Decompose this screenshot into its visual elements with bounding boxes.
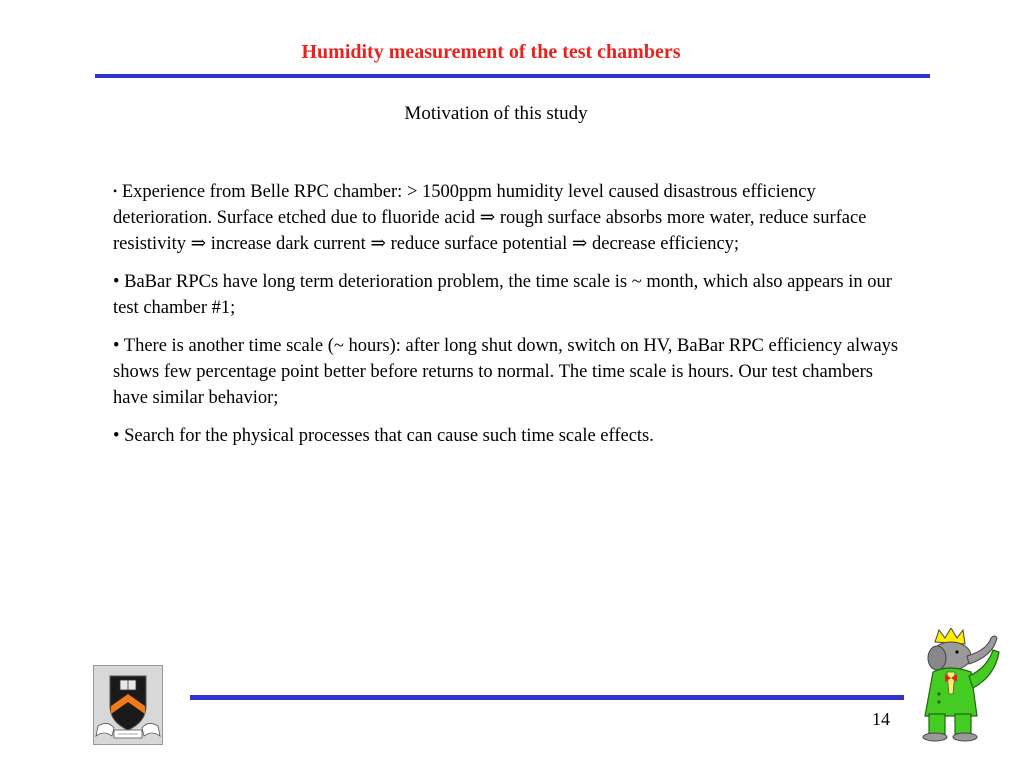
bullet-list	[113, 178, 908, 461]
bullet-item	[113, 178, 908, 257]
bullet-text: Search for the physical processes that can cause such time scale effects.	[124, 426, 654, 446]
babar-elephant-icon	[905, 628, 1023, 746]
princeton-crest-icon	[93, 665, 163, 745]
slide-subtitle: Motivation of this study	[404, 103, 588, 124]
bullet-text: There is another time scale (~ hours): after long shut down, switch on HV, BaBar RPC efficiency always shows few percentage point better before returns to normal. The time scale is hours. Our test chambers have similar behavior;	[113, 336, 899, 408]
bullet-mark: •	[113, 426, 120, 446]
page-number: 14	[872, 709, 890, 729]
bullet-item	[113, 269, 908, 321]
bullet-mark: •	[113, 272, 120, 292]
bullet-mark: •	[113, 336, 120, 356]
slide-title: Humidity measurement of the test chambers	[301, 41, 681, 63]
bullet-text: BaBar RPCs have long term deterioration problem, the time scale is ~ month, which also appears in our test chamber #1;	[113, 272, 892, 318]
bullet-item	[113, 423, 908, 449]
bullet-text: Experience from Belle RPC chamber: > 1500ppm humidity level caused disastrous efficiency deterioration. Surface etched due to fluoride acid ⇒ rough surface absorbs more water, reduce surface resistivity ⇒ increase dark current ⇒ reduce surface potential ⇒ decrease efficiency;	[113, 182, 867, 254]
footer-divider	[190, 695, 904, 700]
bullet-mark: •	[113, 184, 118, 198]
bullet-item	[113, 333, 908, 411]
title-divider	[95, 74, 930, 78]
